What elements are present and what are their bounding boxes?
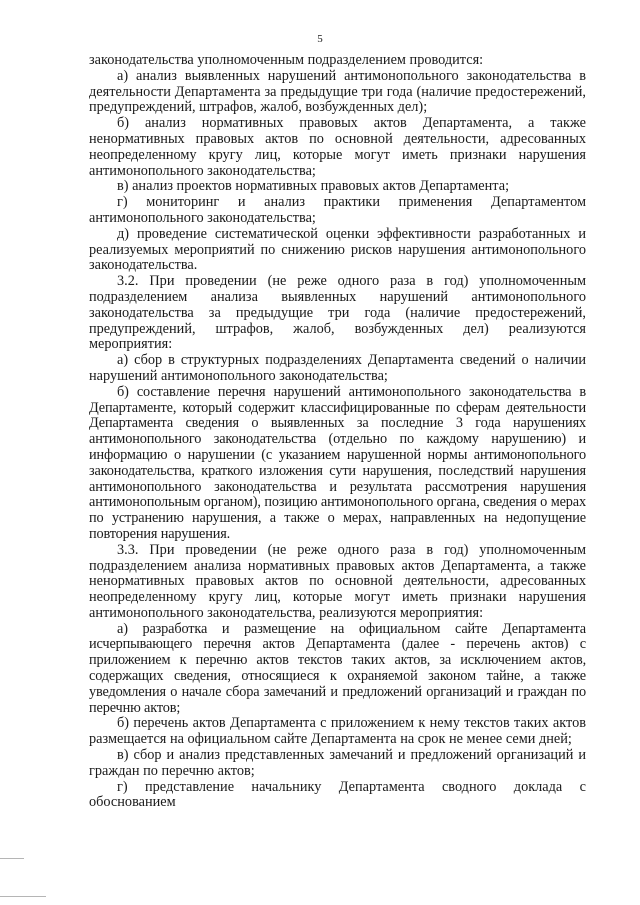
clause-3-3: 3.3. При проведении (не реже одного раза в год) уполномоченным подразделением анализа нормативных правовых актов Департамента, а также ненормативных правовых актов по основной деятельности, адресованных неопределенному кругу лиц, которые могут иметь признаки нарушения антимонопольного законодательства, реализуются мероприятия: — [89, 541, 586, 621]
list-item-3-1-v: в) анализ проектов нормативных правовых актов Департамента; — [117, 178, 510, 195]
list-item-3-1-a: а) анализ выявленных нарушений антимонопольного законодательства в деятельности Департамента за предыдущие три года (наличие предостережений, предупреждений, штрафов, жалоб, возбужденных дел); — [89, 67, 586, 116]
page-number: 5 — [317, 33, 323, 45]
scan-edge-mark — [0, 896, 46, 897]
paragraph-continuation: законодательства уполномоченным подразделением проводится: — [89, 52, 484, 68]
list-item-3-3-a: а) разработка и размещение на официальном сайте Департамента исчерпывающего перечня актов Департамента (далее - перечень актов) с приложением к перечню актов текстов таких актов, за исключением актов, содержащих сведения, относящиеся к охраняемой законом тайне, а также уведомления о начале сбора замечаний и предложений организаций и граждан по перечню актов; — [89, 620, 586, 716]
list-item-3-3-g: г) представление начальнику Департамента сводного доклада с обоснованием — [89, 778, 586, 811]
list-item-3-2-b: б) составление перечня нарушений антимонопольного законодательства в Департаменте, который содержит классифицированные по сферам деятельности Департамента сведения о выявленных за последние 3 года нарушениях антимонопольного законодательства (отдельно по каждому нарушению) и информацию о нарушении (с указанием нарушенной нормы антимонопольного законодательства, краткого изложения сути нарушения, последствий нарушения антимонопольного законодательства и результата рассмотрения нарушения антимонопольным органом), позицию антимонопольного органа, сведения о мерах по устранению нарушения, а также о мерах, направленных на недопущение повторения нарушения. — [89, 383, 586, 542]
list-item-3-2-a: а) сбор в структурных подразделениях Департамента сведений о наличии нарушений антимонопольного законодательства; — [89, 352, 586, 384]
clause-3-2: 3.2. При проведении (не реже одного раза в год) уполномоченным подразделением анализа выявленных нарушений антимонопольного законодательства за предыдущие три года (наличие предостережений, предупреждений, штрафов, жалоб, возбужденных дел) реализуются мероприятия: — [89, 273, 586, 353]
document-body — [89, 53, 586, 811]
list-item-3-3-v: в) сбор и анализ представленных замечаний и предложений организаций и граждан по перечню актов; — [89, 747, 586, 779]
list-item-3-3-b: б) перечень актов Департамента с приложением к нему текстов таких актов размещается на официальном сайте Департамента на срок не менее семи дней; — [89, 715, 586, 748]
list-item-3-1-g: г) мониторинг и анализ практики применения Департаментом антимонопольного законодательства; — [89, 194, 586, 226]
list-item-3-1-b: б) анализ нормативных правовых актов Департамента, а также ненормативных правовых актов по основной деятельности, адресованных неопределенному кругу лиц, которые могут иметь признаки нарушения антимонопольного законодательства; — [89, 115, 586, 179]
list-item-3-1-d: д) проведение систематической оценки эффективности разработанных и реализуемых мероприятий по снижению рисков нарушения антимонопольного законодательства. — [89, 225, 586, 274]
scan-edge-mark — [0, 858, 24, 859]
